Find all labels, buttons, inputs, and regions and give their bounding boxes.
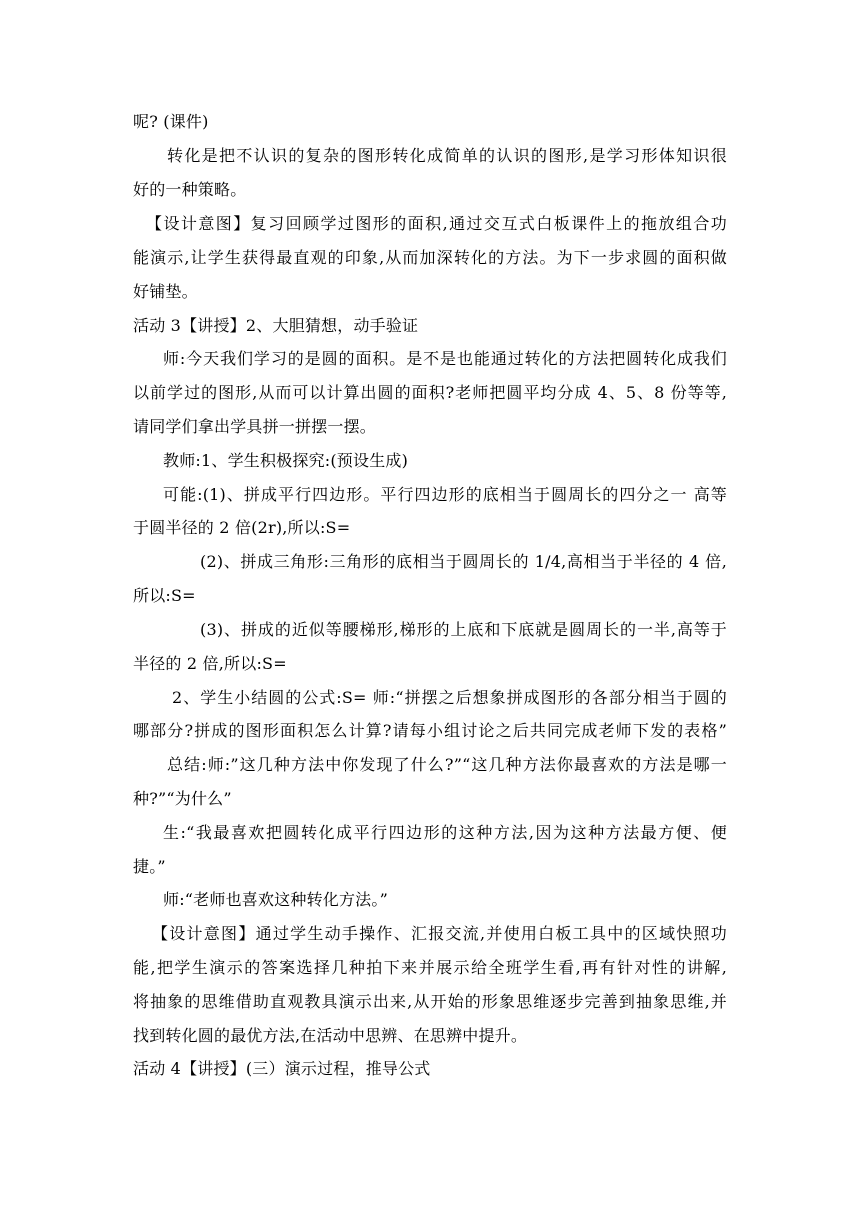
- text-line: 【设计意图】通过学生动手操作、汇报交流,并使用白板工具中的区域快照功: [152, 924, 727, 943]
- text-line: 活动 4【讲授】(三）演示过程，推导公式: [133, 1059, 431, 1078]
- text-line: 哪部分?拼成的图形面积怎么计算?请每小组讨论之后共同完成老师下发的表格”: [133, 721, 727, 740]
- text-line: 师:今天我们学习的是圆的面积。是不是也能通过转化的方法把圆转化成我们: [163, 349, 727, 368]
- text-line: 好铺垫。: [133, 282, 198, 301]
- text-line: (3)、拼成的近似等腰梯形,梯形的上底和下底就是圆周长的一半,高等于: [200, 620, 727, 639]
- text-line: 活动 3【讲授】2、大胆猜想，动手验证: [133, 316, 419, 335]
- text-line: (2)、拼成三角形:三角形的底相当于圆周长的 1/4,高相当于半径的 4 倍,: [200, 552, 727, 571]
- text-line: 总结:师:”这几种方法中你发现了什么?”“这几种方法你最喜欢的方法是哪一: [167, 755, 727, 774]
- text-line: 种?”“为什么”: [133, 789, 232, 808]
- text-line: 生:“我最喜欢把圆转化成平行四边形的这种方法,因为这种方法最方便、便: [163, 823, 727, 842]
- text-line: 【设计意图】复习回顾学过图形的面积,通过交互式白板课件上的拖放组合功: [146, 214, 727, 233]
- text-line: 所以:S=: [133, 586, 196, 605]
- text-line: 好的一种策略。: [133, 180, 247, 199]
- text-line: 半径的 2 倍,所以:S=: [133, 654, 287, 673]
- text-line: 可能:(1)、拼成平行四边形。平行四边形的底相当于圆周长的四分之一 高等: [163, 485, 727, 504]
- text-line: 能演示,让学生获得最直观的印象,从而加深转化的方法。为下一步求圆的面积做: [133, 248, 727, 267]
- text-line: 能,把学生演示的答案选择几种拍下来并展示给全班学生看,再有针对性的讲解,: [133, 958, 727, 977]
- text-line: 捷。”: [133, 857, 166, 876]
- text-line: 教师:1、学生积极探究:(预设生成): [163, 451, 409, 470]
- text-line: 转化是把不认识的复杂的图形转化成简单的认识的图形,是学习形体知识很: [167, 146, 727, 165]
- text-line: 2、学生小结圆的公式:S= 师:“拼摆之后想象拼成图形的各部分相当于圆的: [172, 688, 727, 707]
- text-line: 请同学们拿出学具拼一拼摆一摆。: [133, 417, 377, 436]
- text-line: 以前学过的图形,从而可以计算出圆的面积?老师把圆平均分成 4、5、8 份等等,: [133, 383, 727, 402]
- text-line: 找到转化圆的最优方法,在活动中思辨、在思辨中提升。: [133, 1026, 528, 1045]
- text-line: 呢? (课件): [133, 112, 209, 131]
- text-line: 师:“老师也喜欢这种转化方法。”: [163, 890, 388, 909]
- text-line: 将抽象的思维借助直观教具演示出来,从开始的形象思维逐步完善到抽象思维,并: [133, 992, 727, 1011]
- text-line: 于圆半径的 2 倍(2r),所以:S=: [133, 518, 351, 537]
